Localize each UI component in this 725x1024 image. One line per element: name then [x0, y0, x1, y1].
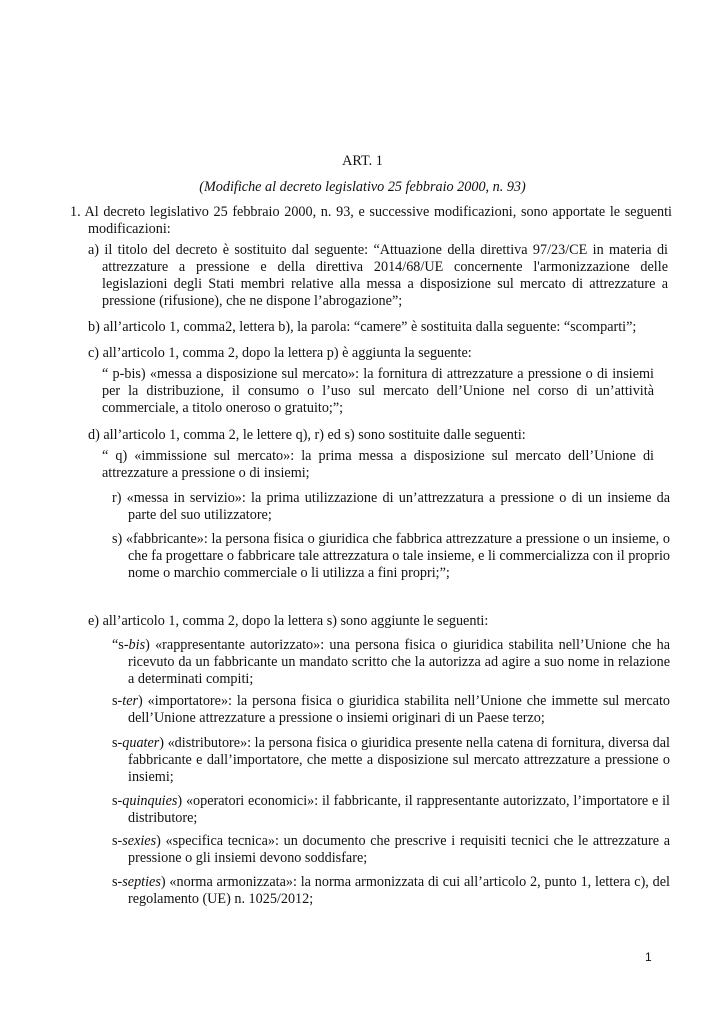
item-q: “ q) «immissione sul mercato»: la prima messa a disposizione sul mercato dell’Unione di attrezzature a pressione o di insiemi; — [102, 448, 654, 481]
item-s-bis-text: ) «rappresentante autorizzato»: una persona fisica o giuridica stabilita nell’Unione che ha ricevuto da un fabbricante un mandato scritto che la autorizza ad agire a suo nome in relazione a determinati compiti; — [128, 637, 670, 687]
page-number: 1 — [645, 950, 652, 964]
item-s-bis — [112, 637, 670, 688]
item-s-sexies-text: ) «specifica tecnica»: un documento che prescrive i requisiti tecnici che le attrezzature a pressione o gli insiemi devono soddisfare; — [128, 833, 670, 866]
item-b: b) all’articolo 1, comma2, lettera b), la parola: “camere” è sostituita dalla seguente: “scomparti”; — [88, 319, 637, 335]
item-s-septies-prefix: s- — [112, 874, 123, 890]
item-p-bis: “ p-bis) «messa a disposizione sul mercato»: la fornitura di attrezzature a pressione o di insiemi per la distribuzione, il consumo o l’uso sul mercato dell’Unione nel corso di un’attività commerciale, a titolo oneroso o gratuito;”; — [102, 366, 654, 416]
item-s-quinquies — [112, 793, 670, 827]
item-s-sexies-letter: sexies — [122, 833, 157, 849]
item-s-quater-letter: quater — [122, 735, 160, 751]
item-s-bis-letter: bis — [128, 637, 146, 653]
article-heading: ART. 1 — [342, 153, 383, 169]
item-s-sexies — [112, 833, 670, 867]
item-s-sexies-prefix: s- — [112, 833, 123, 849]
item-s-ter-prefix: s- — [112, 693, 123, 709]
item-s-quinquies-letter: quinquies — [122, 793, 178, 809]
article-subheading: (Modifiche al decreto legislativo 25 febbraio 2000, n. 93) — [199, 179, 526, 195]
item-s-quinquies-prefix: s- — [112, 793, 123, 809]
item-s-quater-prefix: s- — [112, 735, 123, 751]
item-e: e) all’articolo 1, comma 2, dopo la lettera s) sono aggiunte le seguenti: — [88, 613, 489, 629]
item-s-ter-letter: ter — [122, 693, 139, 709]
item-s-ter-text: ) «importatore»: la persona fisica o giuridica stabilita nell’Unione che immette sul mercato dell’Unione attrezzature a pressione o insiemi originari di un Paese terzo; — [128, 693, 670, 726]
item-s-septies-letter: septies — [122, 874, 161, 890]
item-s-septies-text: ) «norma armonizzata»: la norma armonizzata di cui all’articolo 2, punto 1, lettera c), del regolamento (UE) n. 1025/2012; — [128, 874, 670, 907]
item-s-septies — [112, 874, 670, 908]
item-a: a) il titolo del decreto è sostituito dal seguente: “Attuazione della direttiva 97/23/CE in materia di attrezzature a pressione e della direttiva 2014/68/UE concernente l'armonizzazione delle legislazioni degli Stati membri relative alla messa a disposizione sul mercato di attrezzature a pressione (rifusione), che ne dispone l’abrogazione”; — [88, 242, 668, 309]
item-s-quater-text: ) «distributore»: la persona fisica o giuridica presente nella catena di fornitura, diversa dal fabbricante e dall’importatore, che mette a disposizione sul mercato attrezzature a pressione o insiemi; — [128, 735, 670, 785]
item-c: c) all’articolo 1, comma 2, dopo la lettera p) è aggiunta la seguente: — [88, 345, 472, 361]
item-s-ter — [112, 693, 670, 727]
item-s-quater — [112, 735, 670, 786]
item-s: s) «fabbricante»: la persona fisica o giuridica che fabbrica attrezzature a pressione o un insieme, o che fa progettare o fabbricare tale attrezzatura o tale insieme, e li commercializza con il proprio nome o marchio commerciale o li utilizza a fini propri;”; — [112, 531, 670, 581]
item-d: d) all’articolo 1, comma 2, le lettere q), r) ed s) sono sostituite dalle seguenti: — [88, 427, 526, 443]
item-s-bis-prefix: “s- — [112, 637, 129, 653]
paragraph-1: 1. Al decreto legislativo 25 febbraio 2000, n. 93, e successive modificazioni, sono apportate le seguenti modificazioni: — [70, 204, 672, 237]
item-s-quinquies-text: ) «operatori economici»: il fabbricante, il rappresentante autorizzato, l’importatore e il distributore; — [128, 793, 670, 826]
item-r: r) «messa in servizio»: la prima utilizzazione di un’attrezzatura a pressione o di un insieme da parte del suo utilizzatore; — [112, 490, 670, 523]
